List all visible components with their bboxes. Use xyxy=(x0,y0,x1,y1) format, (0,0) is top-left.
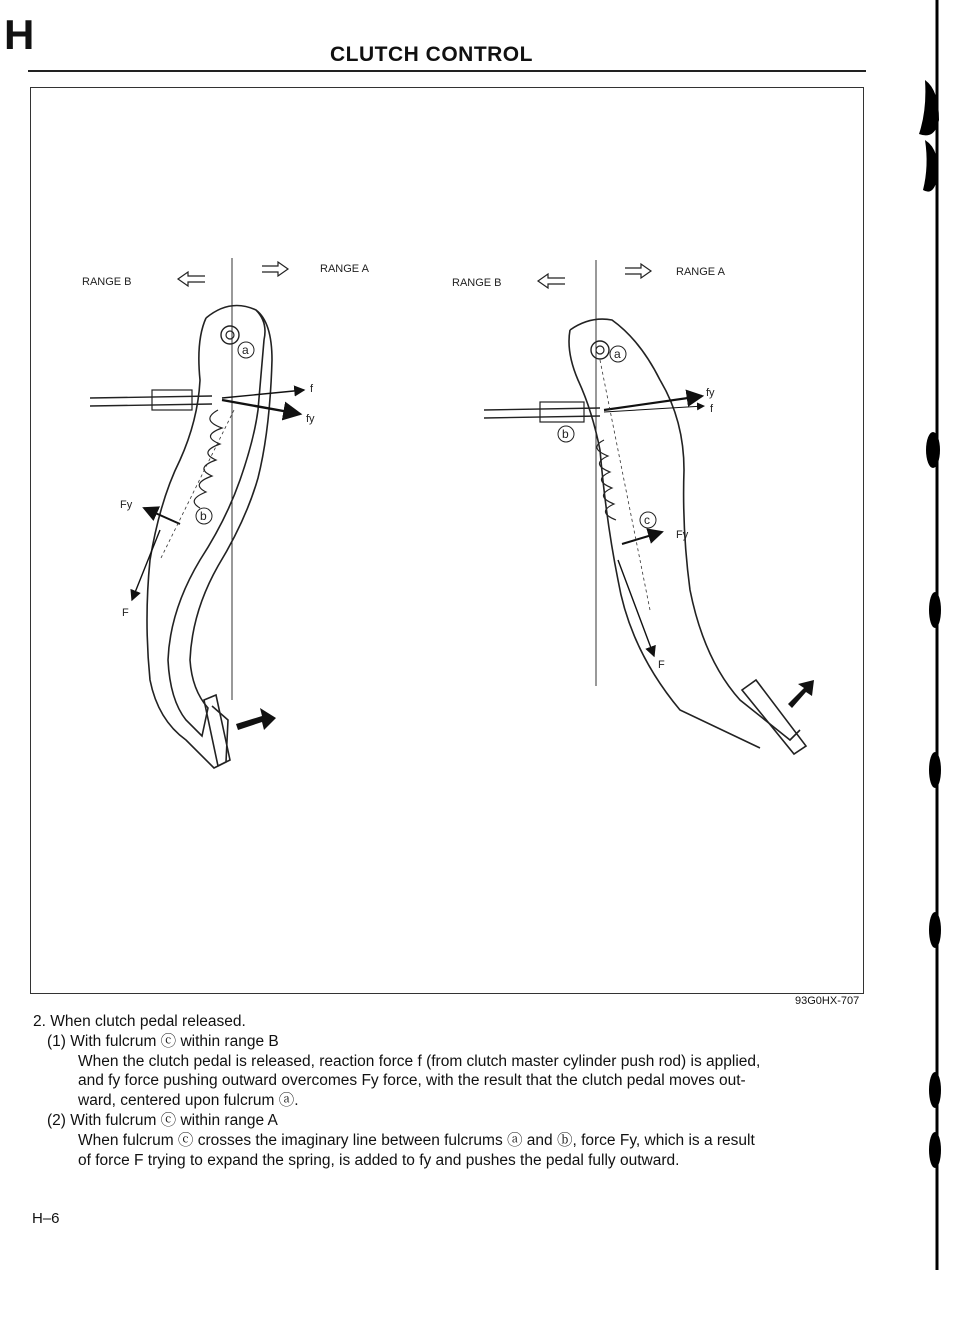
left-label-Fy: Fy xyxy=(120,499,133,511)
left-force-f-arrow xyxy=(222,390,304,398)
right-label-c: c xyxy=(644,513,650,527)
right-label-Fy: Fy xyxy=(676,529,689,541)
body-text xyxy=(33,1012,863,1170)
right-range-b-label: RANGE B xyxy=(452,277,502,289)
left-label-b: b xyxy=(200,509,207,523)
right-range-b-arrow xyxy=(538,274,565,288)
right-label-fy: fy xyxy=(706,387,715,399)
right-pedal-pad xyxy=(742,680,806,754)
left-pedal-arm-inner xyxy=(147,318,228,768)
substep-2-text-line: of force F trying to expand the spring, is added to fy and pushes the pedal fully outward. xyxy=(78,1151,680,1169)
left-motion-arrow xyxy=(236,708,276,730)
right-fulcrum-a xyxy=(591,341,609,359)
left-range-a-label: RANGE A xyxy=(320,263,369,275)
page-number: H–6 xyxy=(32,1210,60,1227)
left-pedal-diagram xyxy=(82,258,370,768)
left-label-F: F xyxy=(122,607,129,619)
figure-id: 93G0HX-707 xyxy=(795,995,860,1007)
substep-2-heading: (2) With fulcrum ⓒ within range A xyxy=(47,1111,278,1129)
right-push-rod xyxy=(484,408,600,410)
left-label-f: f xyxy=(310,383,314,395)
left-fulcrum-a xyxy=(221,326,239,344)
right-force-fy-arrow xyxy=(604,396,702,410)
left-force-fy-arrow xyxy=(222,400,300,414)
left-range-b-arrow xyxy=(178,272,205,286)
right-label-f: f xyxy=(710,403,714,415)
substep-2-text-line: When fulcrum ⓒ crosses the imaginary line between fulcrums ⓐ and ⓑ, force Fy, which is a result xyxy=(78,1131,755,1149)
substep-1-text-line: and fy force pushing outward overcomes Fy force, with the result that the clutch pedal moves out- xyxy=(78,1072,746,1090)
substep-1-heading: (1) With fulcrum ⓒ within range B xyxy=(47,1032,279,1050)
right-motion-arrow xyxy=(788,680,814,708)
substep-1-text-line: When the clutch pedal is released, reaction force f (from clutch master cylinder push rod) is applied, xyxy=(78,1052,761,1070)
binding-edge-marks xyxy=(905,0,960,1322)
right-range-a-label: RANGE A xyxy=(676,266,725,278)
page-title: CLUTCH CONTROL xyxy=(330,43,533,66)
left-spring xyxy=(194,410,222,508)
step-heading: 2. When clutch pedal released. xyxy=(33,1013,246,1030)
left-force-F-arrow xyxy=(132,530,160,600)
right-pedal-diagram xyxy=(452,260,814,754)
left-label-a: a xyxy=(242,343,249,357)
right-range-a-arrow xyxy=(625,264,651,278)
left-range-b-label: RANGE B xyxy=(82,276,132,288)
right-label-a: a xyxy=(614,347,621,361)
section-letter: H xyxy=(4,11,35,58)
substep-1-text-line: ward, centered upon fulcrum ⓐ. xyxy=(78,1092,299,1110)
left-clevis xyxy=(152,390,192,410)
right-force-Fy-arrow xyxy=(622,532,662,544)
right-label-F: F xyxy=(658,659,665,671)
right-clevis xyxy=(540,402,584,422)
right-pedal-arm-inner xyxy=(569,330,760,748)
right-label-b: b xyxy=(562,427,569,441)
left-push-rod xyxy=(90,396,212,398)
left-range-a-arrow xyxy=(262,262,288,276)
left-label-fy: fy xyxy=(306,413,315,425)
left-pedal-arm xyxy=(168,306,272,737)
left-force-Fy-arrow xyxy=(144,508,180,524)
